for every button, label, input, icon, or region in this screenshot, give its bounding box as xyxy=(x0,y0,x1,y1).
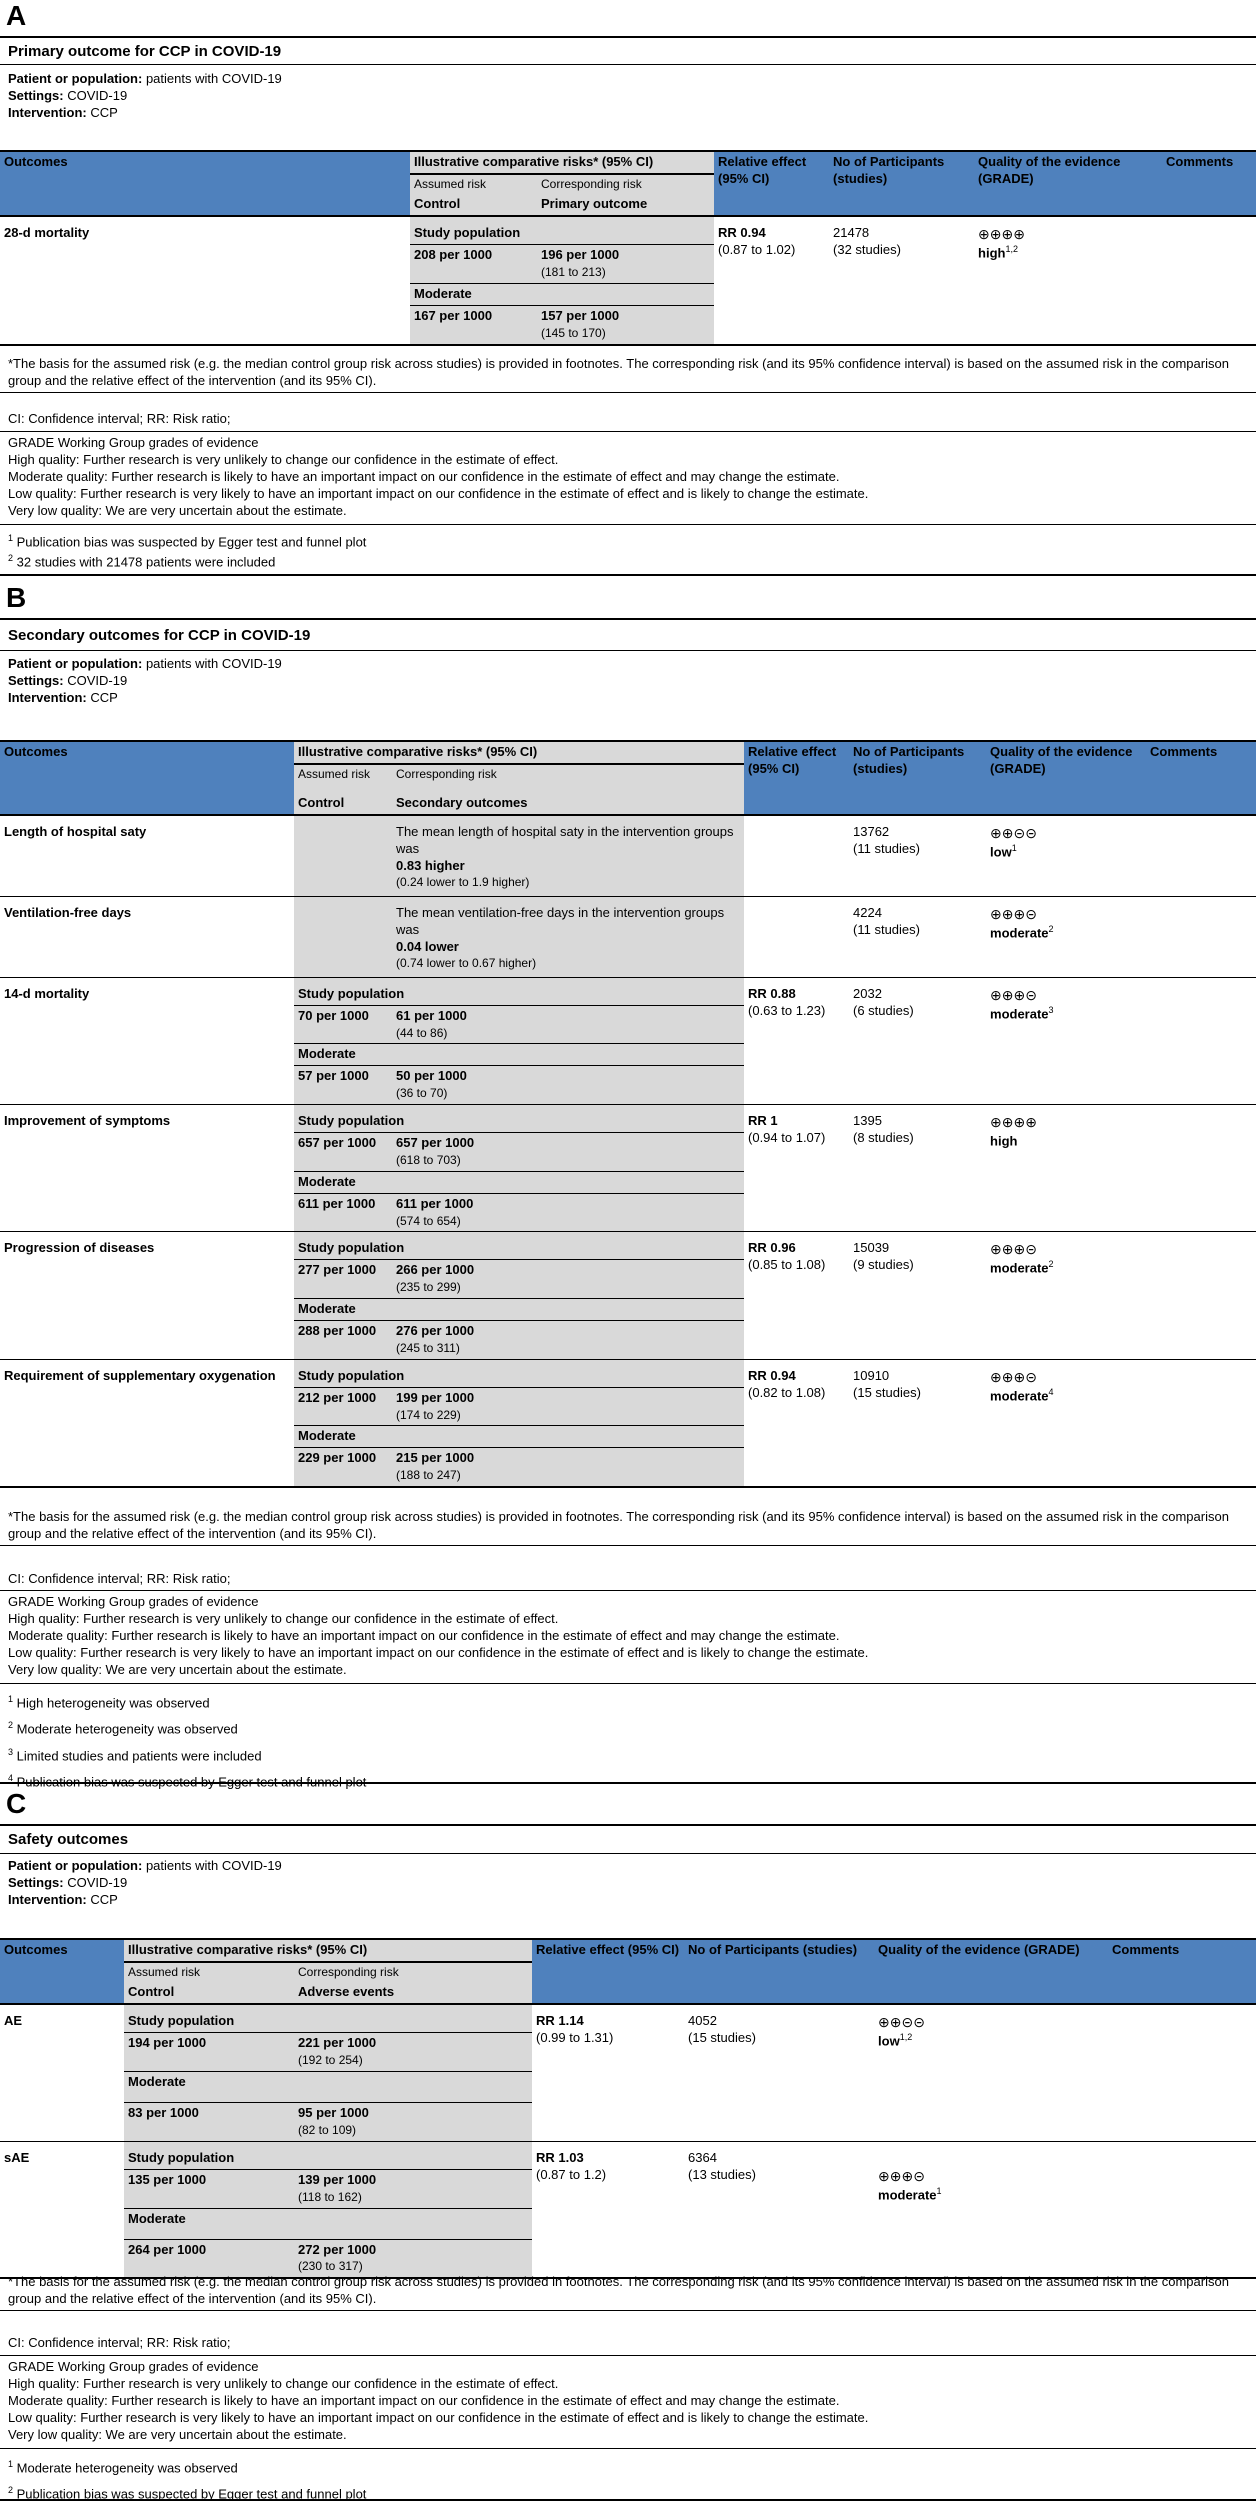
col-comments: Comments xyxy=(1108,1939,1256,2004)
corresponding-value: 276 per 1000 (245 to 311) xyxy=(392,1321,744,1360)
study-pop-label: Study population xyxy=(294,977,744,1005)
col-outcomes: Outcomes xyxy=(0,741,294,815)
participants-cell: 21478 (32 studies) xyxy=(829,216,974,345)
panel-c-letter: C xyxy=(6,1788,27,1819)
divider xyxy=(0,574,1256,576)
panel-c-footer xyxy=(8,2273,1248,2307)
basis-note: *The basis for the assumed risk (e.g. the median control group risk across studies) is provided in footnotes. The corresponding risk (and its 95% confidence interval) is based on the assumed risk in the comparison group and the relative effect of the intervention (and its 95% CI). xyxy=(8,356,1229,388)
quality-cell: ⊕⊕⊕⊕ high$^{1,2}$ xyxy=(974,216,1162,345)
col-control: Control xyxy=(294,793,392,815)
table-row-outcome: sAE xyxy=(0,2141,124,2278)
panel-b-table xyxy=(0,740,1256,1488)
panel-a-table xyxy=(0,150,1256,346)
col-participants: No of Participants (studies) xyxy=(849,741,986,815)
effect-cell xyxy=(744,896,849,977)
col-assumed: Assumed risk xyxy=(124,1962,294,1983)
comments-cell xyxy=(1146,977,1256,1104)
table-row-outcome: 14-d mortality xyxy=(0,977,294,1104)
effect-cell: RR 1.03 (0.87 to 1.2) xyxy=(532,2141,684,2278)
col-comments: Comments xyxy=(1162,151,1256,216)
comments-cell xyxy=(1146,815,1256,897)
participants-cell: 15039 (9 studies) xyxy=(849,1232,986,1359)
quality-cell: ⊕⊕⊕⊝ moderate$^4$ xyxy=(986,1359,1146,1487)
col-corresponding: Corresponding risk xyxy=(294,1962,532,1983)
panel-a-footer xyxy=(8,355,1248,389)
quality-cell: ⊕⊕⊝⊝ low$^{1,2}$ xyxy=(874,2004,1108,2141)
effect-cell xyxy=(744,815,849,897)
participants-cell: 1395 (8 studies) xyxy=(849,1105,986,1232)
col-participants: No of Participants (studies) xyxy=(684,1939,874,2004)
moderate-label: Moderate xyxy=(410,284,714,306)
quality-cell: ⊕⊕⊕⊕ high xyxy=(986,1105,1146,1232)
col-assumed: Assumed risk xyxy=(294,764,392,793)
panel-c-title: Safety outcomes xyxy=(8,1831,129,1848)
quality-cell: ⊕⊕⊕⊝ moderate$^3$ xyxy=(986,977,1146,1104)
col-primary-outcome: Primary outcome xyxy=(537,194,714,216)
table-row-outcome: AE xyxy=(0,2004,124,2141)
control-value: 57 per 1000 xyxy=(294,1066,392,1105)
corresponding-value: 61 per 1000 (44 to 86) xyxy=(392,1005,744,1044)
corresponding-value: 196 per 1000 (181 to 213) xyxy=(537,245,714,284)
divider xyxy=(0,2499,1256,2501)
divider xyxy=(0,2448,1256,2449)
divider xyxy=(0,392,1256,393)
study-pop-label: Study population xyxy=(294,1105,744,1133)
col-control: Control xyxy=(410,194,537,216)
col-risks: Illustrative comparative risks* (95% CI) xyxy=(410,151,714,174)
footnotes: $^1$ Publication bias was suspected by Egger test and funnel plot $^2$ 32 studies with 21478 patients were included xyxy=(8,533,367,570)
corresponding-value: 611 per 1000 (574 to 654) xyxy=(392,1193,744,1232)
panel-a-title: Primary outcome for CCP in COVID-19 xyxy=(8,43,282,60)
quality-cell: ⊕⊕⊕⊝ moderate$^2$ xyxy=(986,1232,1146,1359)
corresponding-value: 221 per 1000 (192 to 254) xyxy=(294,2033,532,2072)
corresponding-value: 266 per 1000 (235 to 299) xyxy=(392,1260,744,1299)
corresponding-value: The mean length of hospital saty in the intervention groups was 0.83 higher (0.24 lower to 1.9 higher) xyxy=(392,815,744,897)
divider xyxy=(0,36,1256,38)
control-value: 277 per 1000 xyxy=(294,1260,392,1299)
study-pop-label: Study population xyxy=(294,1232,744,1260)
control-value: 83 per 1000 xyxy=(124,2103,294,2142)
corresponding-value: 657 per 1000 (618 to 703) xyxy=(392,1133,744,1172)
col-effect: Relative effect (95% CI) xyxy=(714,151,829,216)
participants-cell: 6364 (13 studies) xyxy=(684,2141,874,2278)
divider xyxy=(0,650,1256,651)
panel-b-meta: Patient or population: patients with COVID-19 Settings: COVID-19 Intervention: CCP xyxy=(8,656,282,705)
col-risks: Illustrative comparative risks* (95% CI) xyxy=(294,741,744,764)
divider xyxy=(0,2310,1256,2311)
control-value: 264 per 1000 xyxy=(124,2239,294,2278)
corresponding-value: 157 per 1000 (145 to 170) xyxy=(537,306,714,346)
basis-note: *The basis for the assumed risk (e.g. the median control group risk across studies) is provided in footnotes. The corresponding risk (and its 95% confidence interval) is based on the assumed risk in the comparison group and the relative effect of the intervention (and its 95% CI). xyxy=(8,1509,1229,1541)
control-value: 135 per 1000 xyxy=(124,2169,294,2208)
divider xyxy=(0,618,1256,620)
footnotes: $^1$ High heterogeneity was observed $^2$ Moderate heterogeneity was observed $^3$ Limited studies and patients were included $^4$ Publication bias was suspected by Egger test and funnel plot xyxy=(8,1694,367,1790)
quality-cell: ⊕⊕⊕⊝ moderate$^1$ xyxy=(874,2141,1108,2278)
grade-definitions: GRADE Working Group grades of evidence High quality: Further research is very unlikely to change our confidence in the estimate of effect. Moderate quality: Further research is likely to have an important impact on our confidence in the estimate of effect and may change the estimate. Low quality: Further research is very likely to have an important impact on our confidence in the estimate of effect and is likely to change the estimate. Very low quality: We are very uncertain about the estimate. xyxy=(8,435,869,518)
control-value xyxy=(294,815,392,897)
panel-a-letter: A xyxy=(6,0,27,31)
col-adverse-events: Adverse events xyxy=(294,1982,532,2004)
corresponding-value: 199 per 1000 (174 to 229) xyxy=(392,1387,744,1426)
moderate-label: Moderate xyxy=(124,2072,532,2103)
col-secondary-outcomes: Secondary outcomes xyxy=(392,793,744,815)
col-quality: Quality of the evidence (GRADE) xyxy=(986,741,1146,815)
table-row-outcome: Requirement of supplementary oxygenation xyxy=(0,1359,294,1487)
participants-cell: 13762 (11 studies) xyxy=(849,815,986,897)
ci-note: CI: Confidence interval; RR: Risk ratio; xyxy=(8,411,231,426)
corresponding-value: The mean ventilation-free days in the intervention groups was 0.04 lower (0.74 lower to 0.67 higher) xyxy=(392,896,744,977)
table-row-outcome: 28-d mortality xyxy=(0,216,410,345)
comments-cell xyxy=(1108,2004,1256,2141)
corresponding-value: 215 per 1000 (188 to 247) xyxy=(392,1448,744,1487)
divider xyxy=(0,1683,1256,1684)
col-comments: Comments xyxy=(1146,741,1256,815)
study-pop-label: Study population xyxy=(294,1359,744,1387)
effect-cell: RR 1 (0.94 to 1.07) xyxy=(744,1105,849,1232)
ci-note: CI: Confidence interval; RR: Risk ratio; xyxy=(8,1571,231,1586)
footnotes: $^1$ Moderate heterogeneity was observed $^2$ Publication bias was suspected by Egger test and funnel plot xyxy=(8,2459,367,2502)
divider xyxy=(0,524,1256,525)
divider xyxy=(0,1545,1256,1546)
control-value xyxy=(294,896,392,977)
participants-cell: 10910 (15 studies) xyxy=(849,1359,986,1487)
moderate-label: Moderate xyxy=(294,1426,744,1448)
panel-c-table xyxy=(0,1938,1256,2279)
quality-cell: ⊕⊕⊝⊝ low$^1$ xyxy=(986,815,1146,897)
comments-cell xyxy=(1146,896,1256,977)
grade-definitions: GRADE Working Group grades of evidence High quality: Further research is very unlikely to change our confidence in the estimate of effect. Moderate quality: Further research is likely to have an important impact on our confidence in the estimate of effect and may change the estimate. Low quality: Further research is very likely to have an important impact on our confidence in the estimate of effect and is likely to change the estimate. Very low quality: We are very uncertain about the estimate. xyxy=(8,2359,869,2442)
basis-note: *The basis for the assumed risk (e.g. the median control group risk across studies) is provided in footnotes. The corresponding risk (and its 95% confidence interval) is based on the assumed risk in the comparison group and the relative effect of the intervention (and its 95% CI). xyxy=(8,2274,1229,2306)
comments-cell xyxy=(1146,1105,1256,1232)
effect-cell: RR 0.94 (0.87 to 1.02) xyxy=(714,216,829,345)
panel-a-meta: Patient or population: patients with COVID-19 Settings: COVID-19 Intervention: CCP xyxy=(8,71,282,120)
panel-c-meta: Patient or population: patients with COVID-19 Settings: COVID-19 Intervention: CCP xyxy=(8,1858,282,1907)
col-quality: Quality of the evidence (GRADE) xyxy=(974,151,1162,216)
control-value: 212 per 1000 xyxy=(294,1387,392,1426)
participants-cell: 4224 (11 studies) xyxy=(849,896,986,977)
study-pop-label: Study population xyxy=(410,216,714,244)
corresponding-value: 272 per 1000 (230 to 317) xyxy=(294,2239,532,2278)
effect-cell: RR 1.14 (0.99 to 1.31) xyxy=(532,2004,684,2141)
corresponding-value: 50 per 1000 (36 to 70) xyxy=(392,1066,744,1105)
study-pop-label: Study population xyxy=(124,2141,532,2169)
control-value: 167 per 1000 xyxy=(410,306,537,346)
moderate-label: Moderate xyxy=(294,1171,744,1193)
divider xyxy=(0,431,1256,432)
control-value: 611 per 1000 xyxy=(294,1193,392,1232)
control-value: 657 per 1000 xyxy=(294,1133,392,1172)
divider xyxy=(0,1590,1256,1591)
ci-note: CI: Confidence interval; RR: Risk ratio; xyxy=(8,2335,231,2350)
control-value: 288 per 1000 xyxy=(294,1321,392,1360)
col-participants: No of Participants (studies) xyxy=(829,151,974,216)
moderate-label: Moderate xyxy=(124,2208,532,2239)
col-control: Control xyxy=(124,1982,294,2004)
grade-definitions: GRADE Working Group grades of evidence High quality: Further research is very unlikely to change our confidence in the estimate of effect. Moderate quality: Further research is likely to have an important impact on our confidence in the estimate of effect and may change the estimate. Low quality: Further research is very likely to have an important impact on our confidence in the estimate of effect and is likely to change the estimate. Very low quality: We are very uncertain about the estimate. xyxy=(8,1594,869,1677)
participants-cell: 4052 (15 studies) xyxy=(684,2004,874,2141)
control-value: 229 per 1000 xyxy=(294,1448,392,1487)
effect-cell: RR 0.88 (0.63 to 1.23) xyxy=(744,977,849,1104)
col-effect: Relative effect (95% CI) xyxy=(532,1939,684,2004)
col-assumed: Assumed risk xyxy=(410,174,537,195)
divider xyxy=(0,64,1256,65)
panel-b-footer xyxy=(8,1508,1248,1542)
col-corresponding: Corresponding risk xyxy=(537,174,714,195)
divider xyxy=(0,1853,1256,1854)
study-pop-label: Study population xyxy=(124,2004,532,2032)
control-value: 194 per 1000 xyxy=(124,2033,294,2072)
col-quality: Quality of the evidence (GRADE) xyxy=(874,1939,1108,2004)
control-value: 70 per 1000 xyxy=(294,1005,392,1044)
col-risks: Illustrative comparative risks* (95% CI) xyxy=(124,1939,532,1962)
moderate-label: Moderate xyxy=(294,1299,744,1321)
col-corresponding: Corresponding risk xyxy=(392,764,744,793)
divider xyxy=(0,1782,1256,1784)
corresponding-value: 95 per 1000 (82 to 109) xyxy=(294,2103,532,2142)
corresponding-value: 139 per 1000 (118 to 162) xyxy=(294,2169,532,2208)
divider xyxy=(0,1824,1256,1826)
table-row-outcome: Progression of diseases xyxy=(0,1232,294,1359)
quality-cell: ⊕⊕⊕⊝ moderate$^2$ xyxy=(986,896,1146,977)
panel-b-title: Secondary outcomes for CCP in COVID-19 xyxy=(8,627,311,644)
control-value: 208 per 1000 xyxy=(410,245,537,284)
divider xyxy=(0,2355,1256,2356)
col-effect: Relative effect (95% CI) xyxy=(744,741,849,815)
comments-cell xyxy=(1162,216,1256,345)
effect-cell: RR 0.96 (0.85 to 1.08) xyxy=(744,1232,849,1359)
comments-cell xyxy=(1108,2141,1256,2278)
moderate-label: Moderate xyxy=(294,1044,744,1066)
table-row-outcome: Improvement of symptoms xyxy=(0,1105,294,1232)
panel-b-letter: B xyxy=(6,582,27,613)
table-row-outcome: Ventilation-free days xyxy=(0,896,294,977)
participants-cell: 2032 (6 studies) xyxy=(849,977,986,1104)
table-row-outcome: Length of hospital saty xyxy=(0,815,294,897)
comments-cell xyxy=(1146,1359,1256,1487)
col-outcomes: Outcomes xyxy=(0,1939,124,2004)
col-outcomes: Outcomes xyxy=(0,151,410,216)
comments-cell xyxy=(1146,1232,1256,1359)
effect-cell: RR 0.94 (0.82 to 1.08) xyxy=(744,1359,849,1487)
